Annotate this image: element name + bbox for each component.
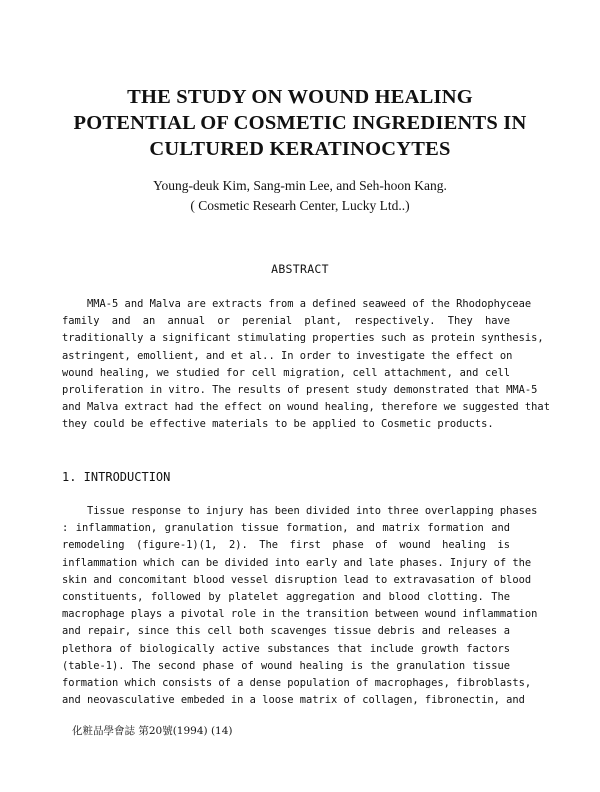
abstract-body [62,296,550,434]
introduction-line: : inflammation, granulation tissue formation, and matrix formation and [62,522,510,535]
abstract-line: they could be effective materials to be applied to Cosmetic products. [62,418,494,431]
title-line: THE STUDY ON WOUND HEALING [127,86,473,108]
authors: Young-deuk Kim, Sang-min Lee, and Seh-hoon Kang. [153,178,447,193]
journal-footer: 化粧品學會誌 第20號(1994) (14) [72,725,233,737]
introduction-body [62,503,538,709]
abstract-line: and Malva extract had the effect on wound healing, therefore we suggested that [62,401,550,414]
title-line: POTENTIAL OF COSMETIC INGREDIENTS IN [73,112,527,134]
abstract-line: wound healing, we studied for cell migration, cell attachment, and cell [62,366,510,379]
section-heading-introduction: 1. INTRODUCTION [62,470,171,484]
introduction-line: macrophage plays a pivotal role in the transition between wound inflammation [62,608,538,621]
introduction-line: (table-1). The second phase of wound healing is the granulation tissue [62,659,510,672]
introduction-line: skin and concomitant blood vessel disruption lead to extravasation of blood [62,573,532,586]
affiliation: ( Cosmetic Researh Center, Lucky Ltd..) [190,198,410,213]
introduction-line: remodeling (figure-1)(1, 2). The first phase of wound healing is [62,539,510,552]
introduction-line: Tissue response to injury has been divided into three overlapping phases [62,505,538,517]
author-block [40,176,560,216]
title-line: CULTURED KERATINOCYTES [149,138,451,160]
abstract-line: proliferation in vitro. The results of present study demonstrated that MMA-5 [62,384,538,397]
introduction-line: constituents, followed by platelet aggregation and blood clotting. The [62,591,510,604]
introduction-line: formation which consists of a dense population of macrophages, fibroblasts, [62,677,532,690]
abstract-heading: ABSTRACT [271,262,329,276]
introduction-line: plethora of biologically active substances that include growth factors [62,642,510,655]
abstract-line: traditionally a significant stimulating properties such as protein synthesis, [62,332,544,345]
paper-title [40,84,560,162]
abstract-line: family and an annual or perenial plant, respectively. They have [62,315,510,328]
abstract-line: astringent, emollient, and et al.. In order to investigate the effect on [62,349,513,362]
introduction-line: and repair, since this cell both scavenges tissue debris and releases a [62,625,510,638]
introduction-line: and neovasculative embeded in a loose matrix of collagen, fibronectin, and [62,694,525,707]
introduction-line: inflammation which can be divided into early and late phases. Injury of the [62,556,532,569]
abstract-line: MMA-5 and Malva are extracts from a defined seaweed of the Rhodophyceae [62,298,532,310]
